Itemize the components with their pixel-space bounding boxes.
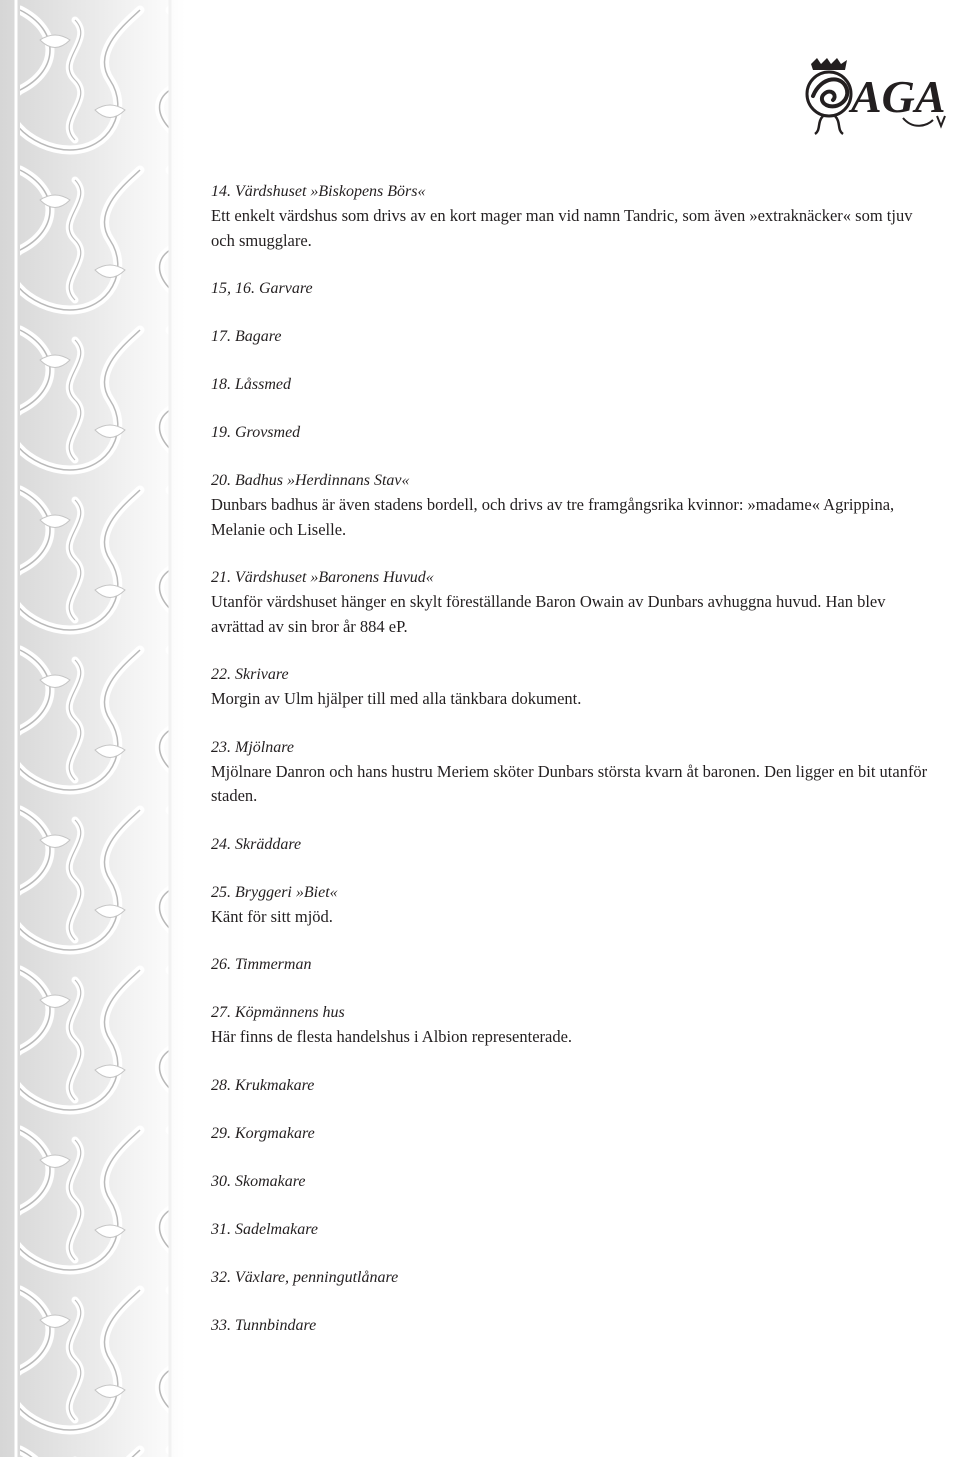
entry-23 [211, 736, 931, 809]
decorative-border [0, 0, 185, 1457]
entry-31 [211, 1218, 931, 1242]
entry-27 [211, 1001, 931, 1050]
entry-title: 27. Köpmännens hus [211, 1004, 345, 1021]
logo-text: AGA [851, 71, 946, 122]
entry-24 [211, 833, 931, 857]
entry-title: 32. Växlare, penningutlånare [211, 1268, 399, 1286]
saga-logo [803, 56, 959, 136]
entry-28 [211, 1074, 931, 1098]
entry-title: 30. Skomakare [211, 1172, 306, 1190]
entry-title: 31. Sadelmakare [211, 1220, 318, 1238]
entry-title: 29. Korgmakare [211, 1124, 315, 1142]
entry-18 [211, 373, 931, 397]
entry-body: Ett enkelt värdshus som drivs av en kort mager man vid namn Tandric, som även »extraknäcker« som tjuv och smugglare. [211, 206, 913, 250]
entry-title: 28. Krukmakare [211, 1076, 315, 1094]
entry-title: 25. Bryggeri »Biet« [211, 883, 338, 901]
entry-17 [211, 325, 931, 349]
entry-title: 17. Bagare [211, 328, 282, 345]
entry-title: 26. Timmerman [211, 956, 312, 973]
entry-title: 22. Skrivare [211, 666, 289, 683]
entry-32 [211, 1266, 931, 1290]
entry-body: Mjölnare Danron och hans hustru Meriem sköter Dunbars största kvarn åt baronen. Den ligger en bit utanför staden. [211, 761, 928, 805]
entry-body: Dunbars badhus är även stadens bordell, och drivs av tre framgångsrika kvinnor: »madame« Agrippina, Melanie och Liselle. [211, 495, 895, 539]
entry-title: 24. Skräddare [211, 835, 302, 853]
entry-body: Här finns de flesta handelshus i Albion representerade. [211, 1027, 573, 1046]
entry-title: 18. Låssmed [211, 376, 292, 393]
entry-19 [211, 421, 931, 445]
entry-title: 20. Badhus »Herdinnans Stav« [211, 472, 410, 489]
entry-26 [211, 953, 931, 977]
document-content [211, 180, 931, 1362]
entry-21 [211, 566, 931, 639]
entry-title: 15, 16. Garvare [211, 280, 313, 297]
entry-body: Känt för sitt mjöd. [211, 906, 333, 926]
entry-22 [211, 663, 931, 712]
entry-title: 19. Grovsmed [211, 424, 301, 441]
entry-body: Morgin av Ulm hjälper till med alla tänkbara dokument. [211, 689, 582, 708]
entry-14 [211, 180, 931, 253]
entry-title: 21. Värdshuset »Baronens Huvud« [211, 569, 434, 586]
entry-title: 33. Tunnbindare [211, 1316, 317, 1334]
entry-title: 23. Mjölnare [211, 738, 294, 756]
entry-25 [211, 881, 931, 930]
entry-33 [211, 1314, 931, 1338]
entry-30 [211, 1170, 931, 1194]
entry-body: Utanför värdshuset hänger en skylt föreställande Baron Owain av Dunbars avhuggna huvud. Han blev avrättad av sin bror år 884 eP. [211, 592, 886, 636]
entry-29 [211, 1122, 931, 1146]
entry-15-16 [211, 277, 931, 301]
dragon-emblem-icon [807, 58, 851, 134]
entry-title: 14. Värdshuset »Biskopens Börs« [211, 183, 426, 200]
entry-20 [211, 469, 931, 542]
